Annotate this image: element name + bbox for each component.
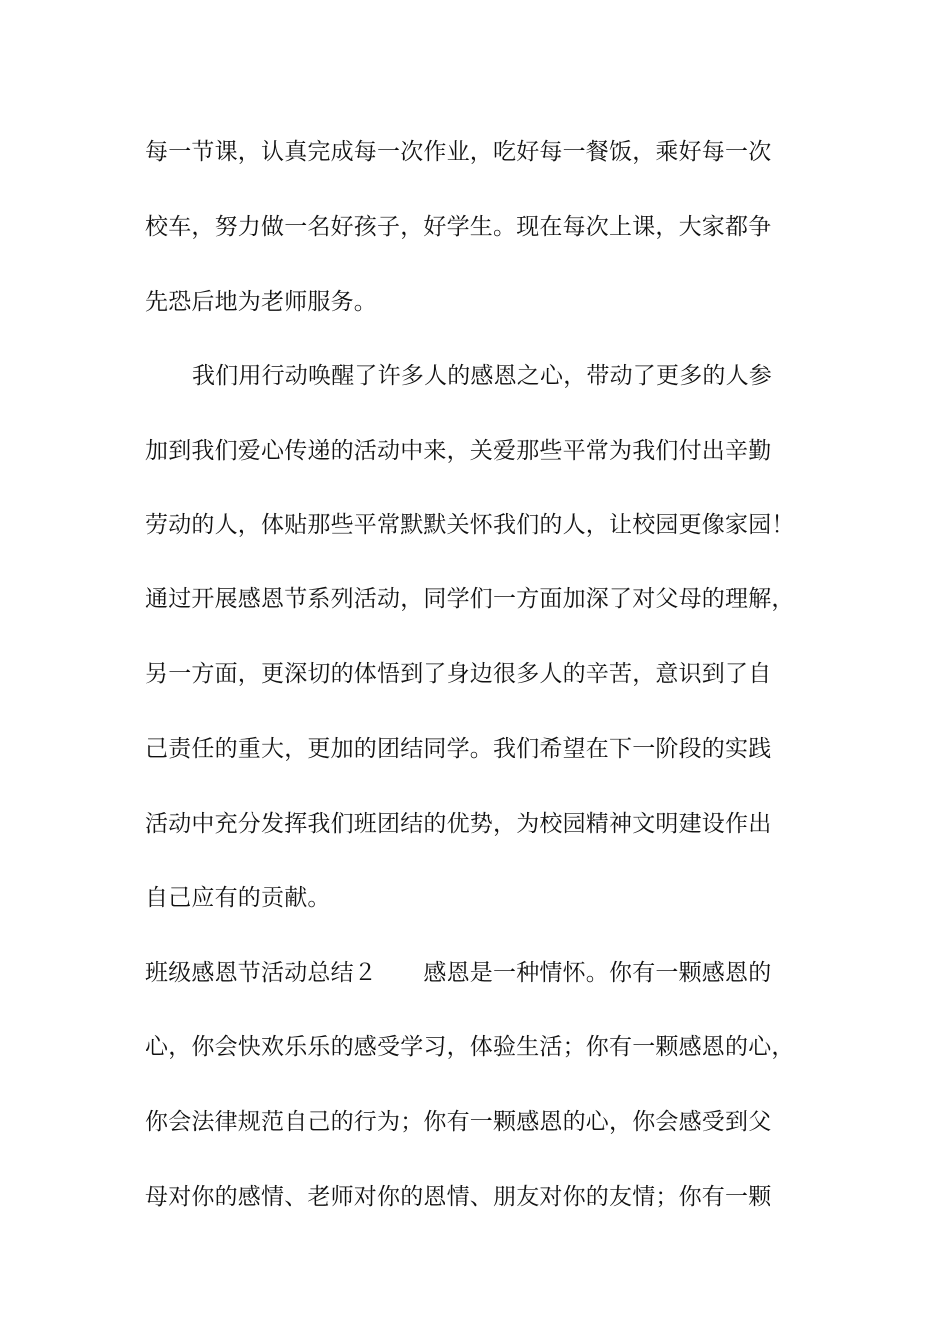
text-line: 每一节课，认真完成每一次作业，吃好每一餐饭，乘好每一次 bbox=[145, 139, 772, 165]
text-line: 心，你会快欢乐乐的感受学习，体验生活；你有一颗感恩的心， bbox=[145, 1034, 795, 1060]
text-line: 母对你的感情、老师对你的恩情、朋友对你的友情；你有一颗 bbox=[145, 1184, 772, 1210]
section-heading-line: 班级感恩节活动总结２ 感恩是一种情怀。你有一颗感恩的 bbox=[145, 960, 772, 986]
text-line: 通过开展感恩节系列活动，同学们一方面加深了对父母的理解， bbox=[145, 586, 795, 612]
text-line: 自己应有的贡献。 bbox=[145, 885, 331, 911]
text-line: 活动中充分发挥我们班团结的优势，为校园精神文明建设作出 bbox=[145, 811, 772, 837]
text-line: 校车，努力做一名好孩子，好学生。现在每次上课，大家都争 bbox=[145, 214, 772, 240]
paragraph-first-line: 我们用行动唤醒了许多人的感恩之心，带动了更多的人参 bbox=[192, 363, 772, 389]
text-line: 先恐后地为老师服务。 bbox=[145, 289, 377, 315]
text-line: 加到我们爱心传递的活动中来，关爱那些平常为我们付出辛勤 bbox=[145, 438, 772, 464]
text-line: 己责任的重大，更加的团结同学。我们希望在下一阶段的实践 bbox=[145, 736, 772, 762]
text-line: 劳动的人，体贴那些平常默默关怀我们的人，让校园更像家园！ bbox=[145, 512, 795, 538]
text-line: 你会法律规范自己的行为；你有一颗感恩的心，你会感受到父 bbox=[145, 1109, 772, 1135]
text-line: 另一方面，更深切的体悟到了身边很多人的辛苦，意识到了自 bbox=[145, 661, 772, 687]
